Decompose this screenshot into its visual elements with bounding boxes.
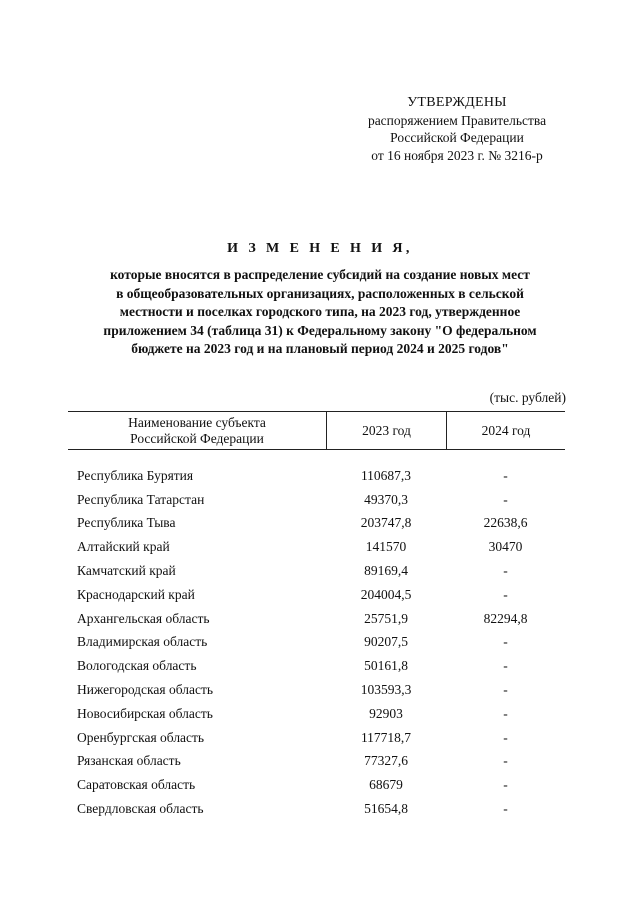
approval-heading: УТВЕРЖДЕНЫ	[407, 95, 507, 110]
value-2024: -	[503, 801, 508, 817]
value-2023: 203747,8	[360, 515, 412, 531]
header-year-2024: 2024 год	[481, 422, 531, 438]
table-row	[68, 702, 565, 726]
table-row	[68, 583, 565, 607]
table-row	[68, 512, 565, 536]
value-2023: 77327,6	[364, 753, 408, 769]
region-name: Саратовская область	[77, 777, 196, 793]
units-label: (тыс. рублей)	[489, 390, 566, 405]
header-region-line: Российской Федерации	[130, 430, 264, 446]
document-title: И З М Е Н Е Н И Я,	[227, 241, 413, 256]
region-name: Оренбургская область	[77, 729, 205, 745]
region-name: Новосибирская область	[77, 705, 213, 721]
header-region-name	[68, 412, 327, 449]
table-row	[68, 535, 565, 559]
table-row	[68, 607, 565, 631]
table-row	[68, 726, 565, 750]
value-2024: -	[503, 753, 508, 769]
value-2024: -	[503, 467, 508, 483]
table-row	[68, 631, 565, 655]
region-name: Республика Тыва	[77, 515, 176, 531]
subtitle-line: которые вносятся в распределение субсидий на создание новых мест	[110, 267, 530, 282]
table-row	[68, 750, 565, 774]
value-2024: 82294,8	[483, 610, 528, 626]
region-name: Камчатский край	[77, 563, 176, 579]
region-name: Республика Татарстан	[77, 491, 205, 507]
region-name: Краснодарский край	[77, 586, 195, 602]
approval-date-number: от 16 ноября 2023 г. № 3216-р	[371, 147, 543, 163]
value-2024: 30470	[488, 539, 523, 555]
header-region-line: Наименование субъекта	[128, 414, 266, 430]
value-2023: 49370,3	[364, 491, 408, 507]
approval-block	[340, 94, 574, 164]
value-2023: 110687,3	[360, 467, 412, 483]
value-2023: 68679	[369, 777, 403, 793]
document-subtitle	[70, 266, 570, 359]
region-name: Рязанская область	[77, 753, 181, 769]
region-name: Нижегородская область	[77, 682, 214, 698]
value-2023: 141570	[365, 539, 407, 555]
value-2024: -	[503, 705, 508, 721]
value-2024: -	[503, 729, 508, 745]
table-row	[68, 464, 565, 488]
value-2023: 204004,5	[360, 586, 412, 602]
value-2023: 117718,7	[360, 729, 412, 745]
value-2024: -	[503, 586, 508, 602]
approval-line: распоряжением Правительства	[367, 112, 547, 128]
subtitle-line: бюджете на 2023 год и на плановый период 2024 и 2025 годов"	[131, 341, 509, 356]
value-2024: 22638,6	[483, 515, 528, 531]
region-name: Архангельская область	[77, 610, 210, 626]
table-row	[68, 678, 565, 702]
region-name: Владимирская область	[77, 634, 208, 650]
table-row	[68, 797, 565, 821]
header-year-2023: 2023 год	[327, 412, 447, 449]
value-2023: 92903	[369, 705, 403, 721]
region-name: Вологодская область	[77, 658, 197, 674]
value-2023: 25751,9	[364, 610, 408, 626]
value-2024: -	[503, 658, 508, 674]
table-row	[68, 654, 565, 678]
region-name: Свердловская область	[77, 801, 204, 817]
value-2024: -	[503, 634, 508, 650]
value-2024: -	[503, 563, 508, 579]
value-2023: 51654,8	[364, 801, 408, 817]
table-body	[68, 464, 565, 821]
subtitle-line: в общеобразовательных организациях, расположенных в сельской	[116, 285, 524, 301]
region-name: Республика Бурятия	[77, 467, 194, 483]
subtitle-line: приложением 34 (таблица 31) к Федеральному закону "О федеральном	[103, 322, 537, 338]
region-name: Алтайский край	[77, 539, 170, 555]
table-row	[68, 773, 565, 797]
value-2023: 90207,5	[364, 634, 408, 650]
table-row	[68, 559, 565, 583]
value-2024: -	[503, 682, 508, 698]
table-row	[68, 488, 565, 512]
value-2023: 103593,3	[360, 682, 412, 698]
value-2024: -	[503, 777, 508, 793]
table-header	[68, 411, 565, 450]
value-2023: 50161,8	[364, 658, 408, 674]
approval-line: Российской Федерации	[390, 130, 524, 145]
value-2023: 89169,4	[364, 563, 408, 579]
subtitle-line: местности и поселках городского типа, на 2023 год, утвержденное	[119, 304, 521, 319]
value-2024: -	[503, 491, 508, 507]
